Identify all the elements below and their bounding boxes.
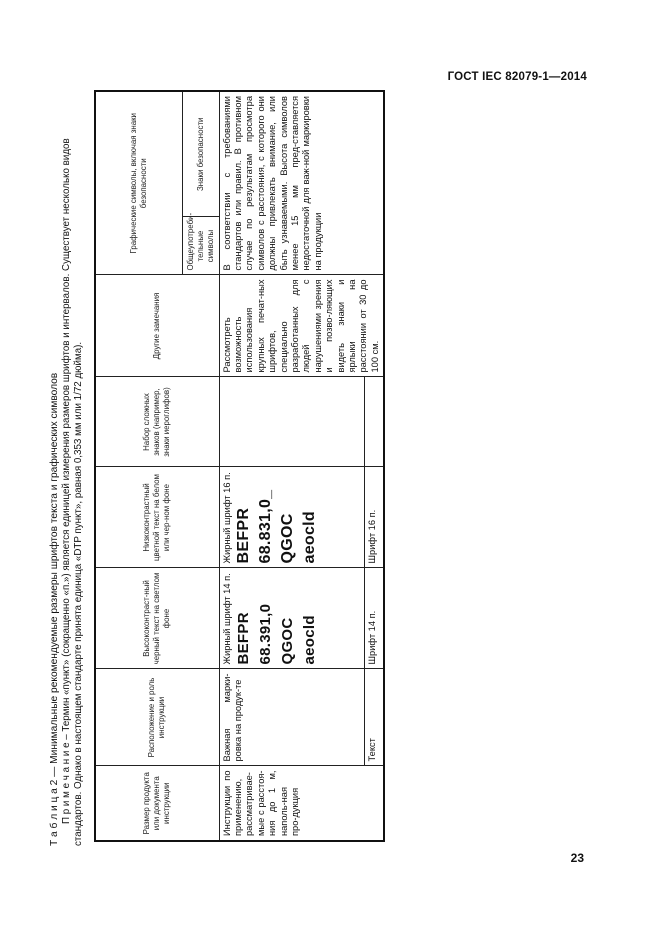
- high-contrast-sample: 68.391,0: [256, 603, 274, 665]
- table-row: [219, 91, 364, 841]
- page-number: 23: [570, 851, 584, 865]
- document-id: ГОСТ IEC 82079-1—2014: [447, 71, 587, 83]
- low-contrast-label: Жирный шрифт 16 п.: [221, 472, 232, 564]
- cell-product-size: Инструкции по применению, рассматривае-мые с расстоя-ния до 1 м, наполь-ная про-дукция: [219, 766, 384, 841]
- table-header-row: [95, 91, 182, 841]
- header-low-contrast: Низкоконтрастный цветной текст на белом или чер-ном фоне: [95, 467, 219, 568]
- header-graphic-symbols: Графические символы, включая знаки безопасности: [95, 91, 182, 275]
- high-contrast-sample: BEFPR: [234, 612, 252, 665]
- header-general-symbols: Общеупотреби-тельные символы: [182, 217, 219, 275]
- header-safety-signs: Знаки безопасности: [182, 91, 219, 217]
- cell-complex-chars: [219, 377, 364, 467]
- low-contrast-sample: BEFPR: [234, 507, 252, 564]
- table-note: [61, 106, 85, 846]
- low-contrast-sample: QGOC: [278, 513, 296, 564]
- note-line-2: стандартов. Однако в настоящем стандарте принята единица «DTP пункт», равная 0,353 мм или 1/72 дюйма).: [73, 341, 84, 846]
- cell-graphic-symbols: В соответствии с требованиями стандартов или правил. В противном случае по результатам просмотра символов с расстояния, с которого они должны привлекать внимание, или быть узнаваемыми. Высота символов менее 15 мм пред-ставляется недостаточной для важ-ной маркировки на продукции: [219, 91, 384, 275]
- low-contrast-sample: aeocld: [300, 511, 318, 564]
- cell-high-contrast: [219, 568, 364, 669]
- table-caption: Т а б л и ц а 2 — Минимальные рекомендуемые размеры шрифтов текста и графических символов: [49, 372, 60, 846]
- cell-text-high-contrast: Шрифт 14 п.: [364, 568, 384, 669]
- cell-other-notes: Рассмотреть возможность использования крупных печат-ных шрифтов, специально разработанных для людей с нарушениями зрения и позво-ляющих видеть знаки и ярлыки на расстоянии от 30 до 100 см.: [219, 275, 384, 377]
- font-size-table: [94, 90, 385, 842]
- cell-location: Важная марки-ровка на продук-те: [219, 669, 364, 766]
- high-contrast-sample: aeocld: [300, 615, 318, 665]
- header-high-contrast: Высококонтраст-ный черный текст на светлом фоне: [95, 568, 219, 669]
- cell-low-contrast: [219, 467, 364, 568]
- cell-text-low-contrast: Шрифт 16 п.: [364, 467, 384, 568]
- header-other-notes: Другие замечания: [95, 275, 219, 377]
- note-line-1: П р и м е ч а н и е – Термин «пункт» (сокращенно «п.») является единицей измерения размеров шрифтов и интервалов. Существует несколько видов: [61, 138, 72, 824]
- low-contrast-sample: 68.831,0_: [256, 489, 274, 564]
- header-product-size: Размер продукта или документа инструкции: [95, 766, 219, 841]
- high-contrast-sample: QGOC: [278, 617, 296, 665]
- cell-text-complex: [364, 377, 384, 467]
- cell-text-label: Текст: [364, 669, 384, 766]
- table-2: [94, 92, 382, 842]
- header-complex-chars: Набор сложных знаков (например, знаки иероглифов): [95, 377, 219, 467]
- header-location: Расположение и роль инструкции: [95, 669, 219, 766]
- high-contrast-label: Жирный шрифт 14 п.: [221, 573, 232, 665]
